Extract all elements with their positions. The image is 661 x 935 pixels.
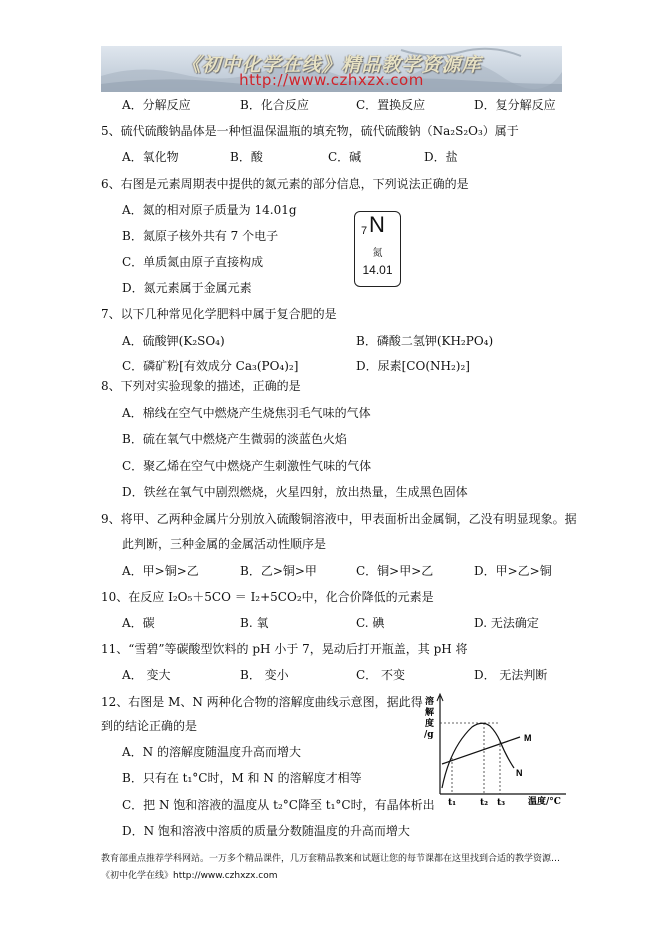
q10-option-a: A．碳: [122, 616, 155, 630]
banner-title: 《初中化学在线》精品教学资源库: [181, 54, 482, 76]
q5-stem-text: 5、硫代硫酸钠晶体是一种恒温保温瓶的填充物，硫代硫酸钠（: [101, 124, 433, 138]
solubility-curve-diagram: [420, 690, 570, 806]
header-banner: [101, 46, 562, 92]
q10-option-c: C. 碘: [356, 616, 385, 630]
y-axis-label-1: 溶: [425, 697, 435, 707]
footer-promo-text: 教育部重点推荐学科网站。一万多个精品课件，几万套精品教案和试题让您的每节课都在这里找到合适的教学资源…《初中化学在线》http://www.czhxzx.com: [101, 854, 561, 881]
q9-option-a: A．甲>铜>乙: [122, 564, 199, 578]
q12-option-c: C．把 N 饱和溶液的温度从 t₂°C降至 t₁°C时，有晶体析出: [122, 798, 435, 812]
q11-option-a: A． 变大: [122, 668, 171, 682]
banner-url-link[interactable]: http://www.czhxzx.com: [239, 71, 424, 89]
q5-option-b: B．酸: [230, 150, 263, 164]
q9-stem-line1: 9、将甲、乙两种金属片分别放入硫酸铜溶液中，甲表面析出金属铜，乙没有明显现象。据: [101, 512, 577, 526]
x-axis-label: 温度/°C: [528, 797, 561, 806]
q12-option-a: A．N 的溶解度随温度升高而增大: [122, 745, 301, 759]
q7-option-a: A．硫酸钾(K₂SO₄): [122, 334, 225, 348]
q12-stem-line1: 12、右图是 M、N 两种化合物的溶解度曲线示意图，据此得: [101, 695, 423, 709]
q4-option-b: B．化合反应: [240, 98, 309, 112]
q5-stem-end: ）属于: [482, 124, 519, 138]
q6-option-c: C．单质氮由原子直接构成: [122, 255, 264, 269]
q12-option-b: B．只有在 t₁°C时，M 和 N 的溶解度才相等: [122, 771, 362, 785]
q6-option-d: D．氮元素属于金属元素: [122, 281, 252, 295]
element-symbol: N: [369, 212, 385, 237]
y-axis-label-4: /g: [424, 730, 434, 740]
q9-stem-line2: 此判断，三种金属的金属活动性顺序是: [122, 537, 327, 551]
q5-option-c: C．碱: [328, 150, 362, 164]
q12-option-d: D．N 饱和溶液中溶质的质量分数随温度的升高而增大: [122, 824, 410, 838]
t3-label: t₃: [497, 798, 506, 806]
t2-label: t₂: [480, 798, 489, 806]
q7-option-b: B．磷酸二氢钾(KH₂PO₄): [356, 334, 494, 348]
atomic-number: 7: [361, 225, 368, 237]
q6-option-b: B．氮原子核外共有 7 个电子: [122, 229, 279, 243]
q9-option-d: D．甲>乙>铜: [474, 564, 552, 578]
q5-stem: [101, 123, 519, 139]
q9-option-c: C．铜>甲>乙: [356, 564, 434, 578]
q7-option-d: D．尿素[CO(NH₂)₂]: [356, 359, 470, 373]
q6-option-a: A．氮的相对原子质量为 14.01g: [122, 203, 297, 217]
q6-stem: 6、右图是元素周期表中提供的氮元素的部分信息，下列说法正确的是: [101, 177, 469, 191]
q10-stem: 10、在反应 I₂O₅＋5CO ＝ I₂+5CO₂中，化合价降低的元素是: [101, 590, 434, 604]
q7-stem: 7、以下几种常见化学肥料中属于复合肥的是: [101, 307, 337, 321]
q5-option-d: D．盐: [424, 150, 458, 164]
q8-option-c: C．聚乙烯在空气中燃烧产生刺激性气味的气体: [122, 459, 372, 473]
nitrogen-element-card: [354, 211, 401, 287]
n-curve-label: N: [516, 768, 523, 778]
y-axis-label-3: 度: [425, 719, 435, 729]
q9-option-b: B．乙>铜>甲: [240, 564, 317, 578]
q5-option-a: A．氧化物: [122, 150, 179, 164]
q8-stem: 8、下列对实验现象的描述，正确的是: [101, 379, 301, 393]
q4-option-a: A．分解反应: [122, 98, 191, 112]
q12-stem-line2: 到的结论正确的是: [101, 719, 198, 733]
q10-option-d: D. 无法确定: [474, 616, 539, 630]
q4-option-c: C．置换反应: [356, 98, 426, 112]
m-solubility-curve: [442, 737, 520, 764]
q11-stem: 11、“雪碧”等碳酸型饮料的 pH 小于 7，晃动后打开瓶盖，其 pH 将: [101, 642, 468, 656]
q7-option-c: C．磷矿粉[有效成分 Ca₃(PO₄)₂]: [122, 359, 299, 373]
element-name: 氮: [372, 248, 383, 259]
q11-option-c: C． 不变: [356, 668, 405, 682]
q11-option-b: B． 变小: [240, 668, 289, 682]
n-solubility-curve: [442, 723, 514, 788]
t1-label: t₁: [448, 798, 457, 806]
atomic-mass: 14.01: [362, 263, 393, 277]
q4-option-d: D．复分解反应: [474, 98, 556, 112]
q8-option-d: D．铁丝在氧气中剧烈燃烧，火星四射，放出热量，生成黑色固体: [122, 485, 468, 499]
q8-option-a: A．棉线在空气中燃烧产生烧焦羽毛气味的气体: [122, 406, 371, 420]
q5-formula: Na₂S₂O₃: [432, 124, 483, 138]
q10-option-b: B. 氧: [240, 616, 269, 630]
q8-option-b: B．硫在氧气中燃烧产生微弱的淡蓝色火焰: [122, 432, 347, 446]
q11-option-d: D． 无法判断: [474, 668, 548, 682]
m-curve-label: M: [524, 733, 532, 743]
y-axis-label-2: 解: [425, 708, 435, 718]
